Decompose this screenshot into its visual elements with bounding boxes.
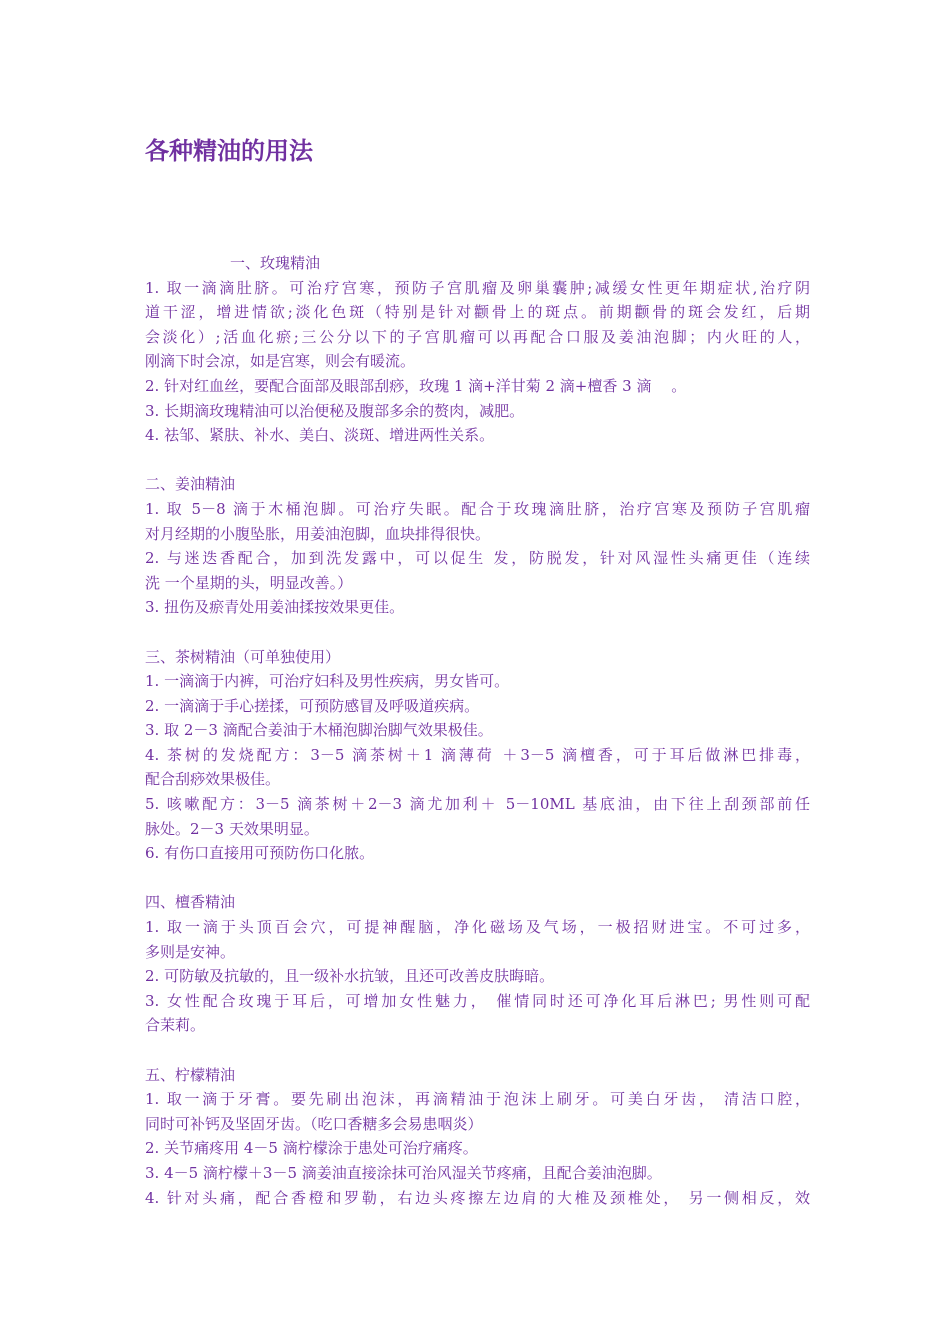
text-line: 一、玫瑰精油 — [230, 254, 321, 272]
text-line: 1. 取 5－8 滴于木桶泡脚。可治疗失眠。配合于玫瑰滴肚脐，治疗宫寒及预防子宫肌瘤 — [145, 499, 810, 518]
blank-line — [145, 620, 810, 645]
text-line: 二、姜油精油 — [145, 475, 236, 494]
text-line: 2. 一滴滴于手心搓揉，可预防感冒及呼吸道疾病。 — [145, 696, 480, 715]
text-line: 多则是安神。 — [145, 942, 236, 961]
text-line: 1. 一滴滴于内裤，可治疗妇科及男性疾病，男女皆可。 — [145, 672, 510, 691]
blank-line — [145, 1038, 810, 1063]
blank-line — [145, 448, 810, 473]
text-line: 2. 针对红血丝，要配合面部及眼部刮痧，玫瑰 1 滴+洋甘菊 2 滴+檀香 3 滴 。 — [145, 376, 687, 395]
text-line: 洗 一个星期的头，明显改善。） — [145, 573, 353, 592]
text-line: 三、茶树精油（可单独使用） — [145, 647, 341, 666]
text-line: 4. 祛邹、紧肤、补水、美白、淡斑、增进两性关系。 — [145, 426, 495, 445]
text-line: 道干涩，增进情欲;淡化色斑（特别是针对颧骨上的斑点。前期颧骨的斑会发红，后期 — [145, 303, 810, 322]
text-line: 3. 4－5 滴柠檬＋3－5 滴姜油直接涂抹可治风湿关节疼痛，且配合姜油泡脚。 — [145, 1163, 662, 1182]
text-line: 3. 长期滴玫瑰精油可以治便秘及腹部多余的赘肉，减肥。 — [145, 401, 525, 420]
document-title: 各种精油的用法 — [145, 137, 313, 165]
text-line: 3. 扭伤及瘀青处用姜油揉按效果更佳。 — [145, 598, 405, 617]
text-line: 2. 与迷迭香配合，加到洗发露中，可以促生 发，防脱发，针对风湿性头痛更佳（连续 — [145, 549, 810, 568]
text-line: 5. 咳嗽配方：3－5 滴茶树＋2－3 滴尤加利＋ 5－10ML 基底油，由下往上刮颈部前任 — [145, 795, 810, 814]
text-line: 4. 针对头痛，配合香橙和罗勒，右边头疼擦左边肩的大椎及颈椎处， 另一侧相反，效 — [145, 1188, 810, 1207]
text-line: 合茉莉。 — [145, 1016, 206, 1035]
text-line: 五、柠檬精油 — [145, 1065, 236, 1084]
blank-line — [145, 866, 810, 891]
text-line: 3. 女性配合玫瑰于耳后，可增加女性魅力， 催情同时还可净化耳后淋巴; 男性则可配 — [145, 991, 810, 1010]
text-line: 3. 取 2－3 滴配合姜油于木桶泡脚治脚气效果极佳。 — [145, 721, 493, 740]
text-line: 同时可补钙及坚固牙齿。（吃口香糖多会易患咽炎） — [145, 1114, 483, 1133]
text-line: 1. 取一滴于头顶百会穴，可提神醒脑，净化磁场及气场，一极招财进宝。不可过多， — [145, 918, 810, 937]
text-line: 6. 有伤口直接用可预防伤口化脓。 — [145, 844, 375, 863]
document-body — [145, 251, 810, 1210]
text-line: 刚滴下时会凉，如是宫寒，则会有暖流。 — [145, 352, 416, 371]
text-line: 2. 可防敏及抗敏的，且一级补水抗皱，且还可改善皮肤晦暗。 — [145, 967, 555, 986]
text-line: 2. 关节痛疼用 4－5 滴柠檬涂于患处可治疗痛疼。 — [145, 1139, 478, 1158]
text-line: 1. 取一滴滴肚脐。可治疗宫寒，预防子宫肌瘤及卵巢囊肿;减缓女性更年期症状,治疗阴 — [145, 278, 810, 297]
text-line: 4. 茶树的发烧配方：3－5 滴茶树＋1 滴薄荷 ＋3－5 滴檀香，可于耳后做淋巴排毒， — [145, 745, 810, 764]
text-line: 配合刮痧效果极佳。 — [145, 770, 281, 789]
text-line: 四、檀香精油 — [145, 893, 236, 912]
text-line: 对月经期的小腹坠胀，用姜油泡脚，血块排得很快。 — [145, 524, 491, 543]
text-line: 会淡化）;活血化瘀;三公分以下的子宫肌瘤可以再配合口服及姜油泡脚；内火旺的人， — [145, 327, 810, 346]
text-line: 脉处。2－3 天效果明显。 — [145, 819, 319, 838]
text-line: 1. 取一滴于牙膏。要先刷出泡沫，再滴精油于泡沫上刷牙。可美白牙齿， 清洁口腔， — [145, 1090, 810, 1109]
